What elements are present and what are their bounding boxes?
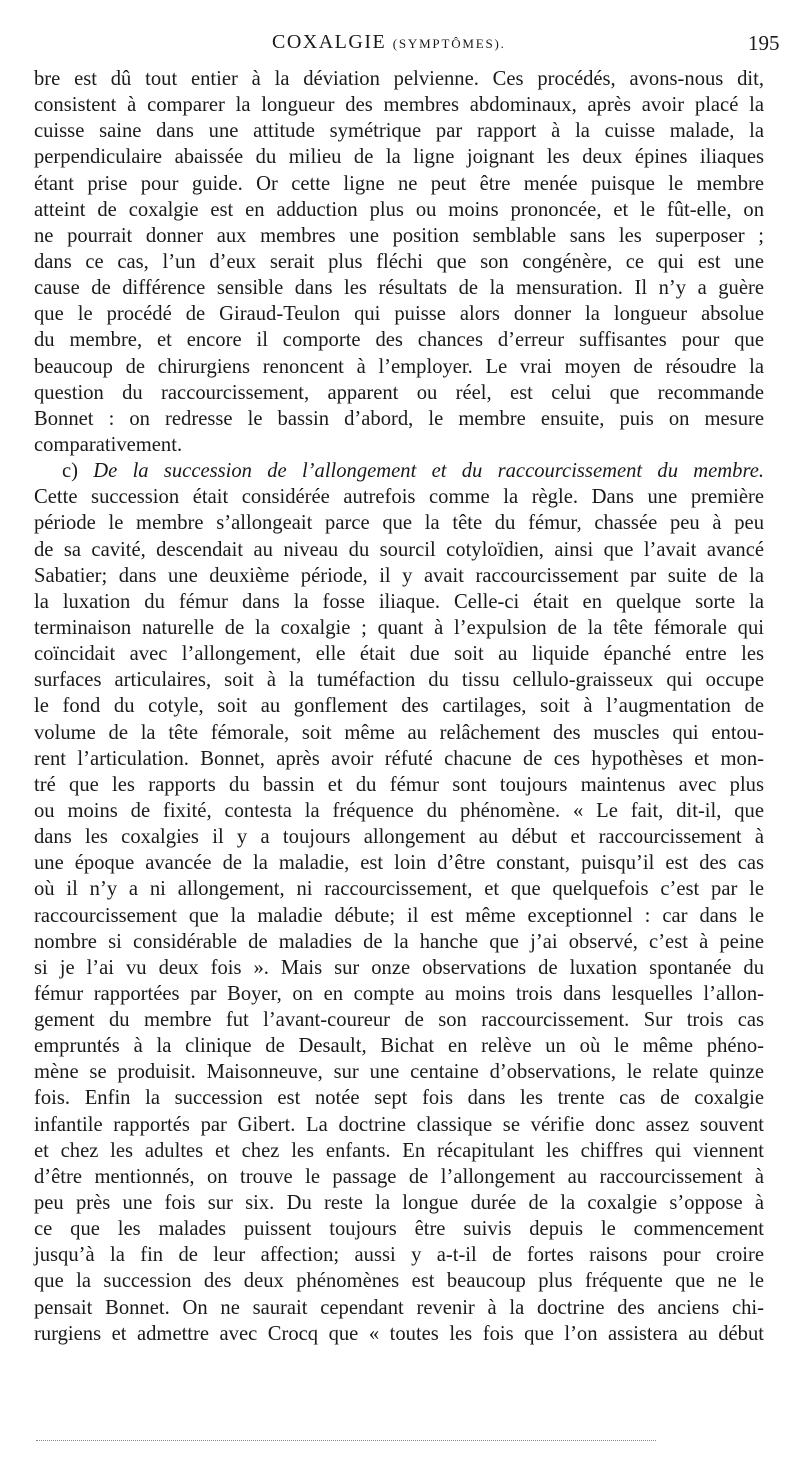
- text-line: période le membre s’allongeait parce que la tête du fémur, chassée peu à peu: [34, 512, 764, 535]
- text-line: du membre, et encore il comporte des chances d’erreur suffisantes pour que: [34, 329, 764, 352]
- text-line: cause de différence sensible dans les résultats de la mensuration. Il n’y a guère: [34, 277, 764, 300]
- text-line: volume de la tête fémorale, soit même au relâchement des muscles qui entou-: [34, 721, 764, 744]
- text-line: ou moins de fixité, contesta la fréquence du phénomène. « Le fait, dit-il, que: [34, 799, 764, 822]
- text-line: raccourcissement que la maladie débute; il est même exceptionnel : car dans le: [34, 904, 764, 927]
- body-text: [34, 66, 764, 1347]
- text-line: surfaces articulaires, soit à la tuméfaction du tissu cellulo-graisseux qui occupe: [34, 669, 764, 692]
- text-line: dans ce cas, l’un d’eux serait plus fléchi que son congénère, ce qui est une: [34, 250, 764, 273]
- text-line: que le procédé de Giraud-Teulon qui puisse alors donner la longueur absolue: [34, 303, 764, 326]
- text-line: étant prise pour guide. Or cette ligne ne peut être menée puisque le membre: [34, 172, 764, 195]
- page-number: 195: [748, 31, 780, 55]
- text-line: perpendiculaire abaissée du milieu de la ligne joignant les deux épines iliaques: [34, 146, 764, 169]
- text-line: ce que les malades puissent toujours être suivis depuis le commencement: [34, 1218, 764, 1241]
- running-subtitle: (SYMPTÔMES).: [392, 36, 506, 51]
- text-line: la luxation du fémur dans la fosse iliaque. Celle-ci était en quelque sorte la: [34, 590, 764, 613]
- text-line: terminaison naturelle de la coxalgie ; quant à l’expulsion de la tête fémorale qui: [34, 616, 764, 639]
- text-line: une époque avancée de la maladie, est loin d’être constant, puisqu’il est des cas: [34, 852, 764, 875]
- text-line: Bonnet : on redresse le bassin d’abord, le membre ensuite, puis on mesure: [34, 407, 764, 430]
- text-line: d’être mentionnés, on trouve le passage de l’allongement au raccourcissement à: [34, 1165, 764, 1188]
- text-line: où il n’y a ni allongement, ni raccourcissement, et que quelquefois c’est par le: [34, 878, 764, 901]
- text-line: Cette succession était considérée autrefois comme la règle. Dans une première: [34, 486, 764, 509]
- text-line: beaucoup de chirurgiens renoncent à l’employer. Le vrai moyen de résoudre la: [34, 355, 764, 378]
- text-line: atteint de coxalgie est en adduction plus ou moins prononcée, et le fût-elle, on: [34, 198, 764, 221]
- text-line: et chez les adultes et chez les enfants. En récapitulant les chiffres qui viennent: [34, 1139, 764, 1162]
- text-line: rent l’articulation. Bonnet, après avoir réfuté chacune de ces hypothèses et mon-: [34, 747, 764, 770]
- text-line: fémur rapportées par Boyer, on en compte au moins trois dans lesquelles l’allon-: [34, 982, 764, 1005]
- text-line: coïncidait avec l’allongement, elle était due soit au liquide épanché entre les: [34, 643, 764, 666]
- text-line: empruntés à la clinique de Desault, Bichat en relève un où le même phéno-: [34, 1035, 764, 1058]
- text-line: ne pourrait donner aux membres une position semblable sans les superposer ;: [34, 224, 764, 247]
- text-line: comparativement.: [34, 433, 183, 456]
- text-line: peu près une fois sur six. Du reste la longue durée de la coxalgie s’oppose à: [34, 1192, 764, 1215]
- text-line: fois. Enfin la succession est notée sept fois dans les trente cas de coxalgie: [34, 1087, 764, 1110]
- page-header: [0, 28, 800, 58]
- running-title: COXALGIE: [272, 31, 387, 53]
- text-line: pensait Bonnet. On ne saurait cependant revenir à la doctrine des anciens chi-: [34, 1296, 764, 1319]
- text-line: infantile rapportés par Gibert. La doctrine classique se vérifie donc assez souvent: [34, 1113, 764, 1136]
- footer-dotted-rule: [36, 1440, 656, 1441]
- text-line: cuisse saine dans une attitude symétrique par rapport à la cuisse malade, la: [34, 120, 764, 143]
- text-line: de sa cavité, descendait au niveau du sourcil cotyloïdien, ainsi que l’avait avancé: [34, 538, 764, 561]
- text-line: Sabatier; dans une deuxième période, il y avait raccourcissement par suite de la: [34, 564, 764, 587]
- section-label: c): [62, 460, 78, 483]
- running-head: [272, 31, 506, 54]
- text-line: nombre si considérable de maladies de la hanche que j’ai observé, c’est à peine: [34, 930, 764, 953]
- text-line: bre est dû tout entier à la déviation pelvienne. Ces procédés, avons-nous dit,: [34, 68, 764, 90]
- text-line: rurgiens et admettre avec Crocq que « toutes les fois que l’on assistera au début: [34, 1322, 764, 1345]
- text-line: si je l’ai vu deux fois ». Mais sur onze observations de luxation spontanée du: [34, 956, 764, 979]
- text-line: jusqu’à la fin de leur affection; aussi y a-t-il de fortes raisons pour croire: [34, 1244, 764, 1267]
- text-line: le fond du cotyle, soit au gonflement des cartilages, soit à l’augmentation de: [34, 695, 764, 718]
- text-line: mène se produisit. Maisonneuve, sur une centaine d’observations, le relate quinze: [34, 1061, 764, 1084]
- section-title: De la succession de l’allongement et du raccourcissement du membre.: [93, 460, 764, 483]
- text-line: tré que les rapports du bassin et du fémur sont toujours maintenus avec plus: [34, 773, 764, 796]
- text-line: consistent à comparer la longueur des membres abdominaux, après avoir placé la: [34, 94, 764, 117]
- section-heading: [34, 458, 764, 484]
- text-line: dans les coxalgies il y a toujours allongement au début et raccourcissement à: [34, 826, 764, 849]
- text-line: gement du membre fut l’avant-coureur de son raccourcissement. Sur trois cas: [34, 1009, 764, 1032]
- text-line: que la succession des deux phénomènes est beaucoup plus fréquente que ne le: [34, 1270, 764, 1293]
- text-line: question du raccourcissement, apparent ou réel, est celui que recommande: [34, 381, 764, 404]
